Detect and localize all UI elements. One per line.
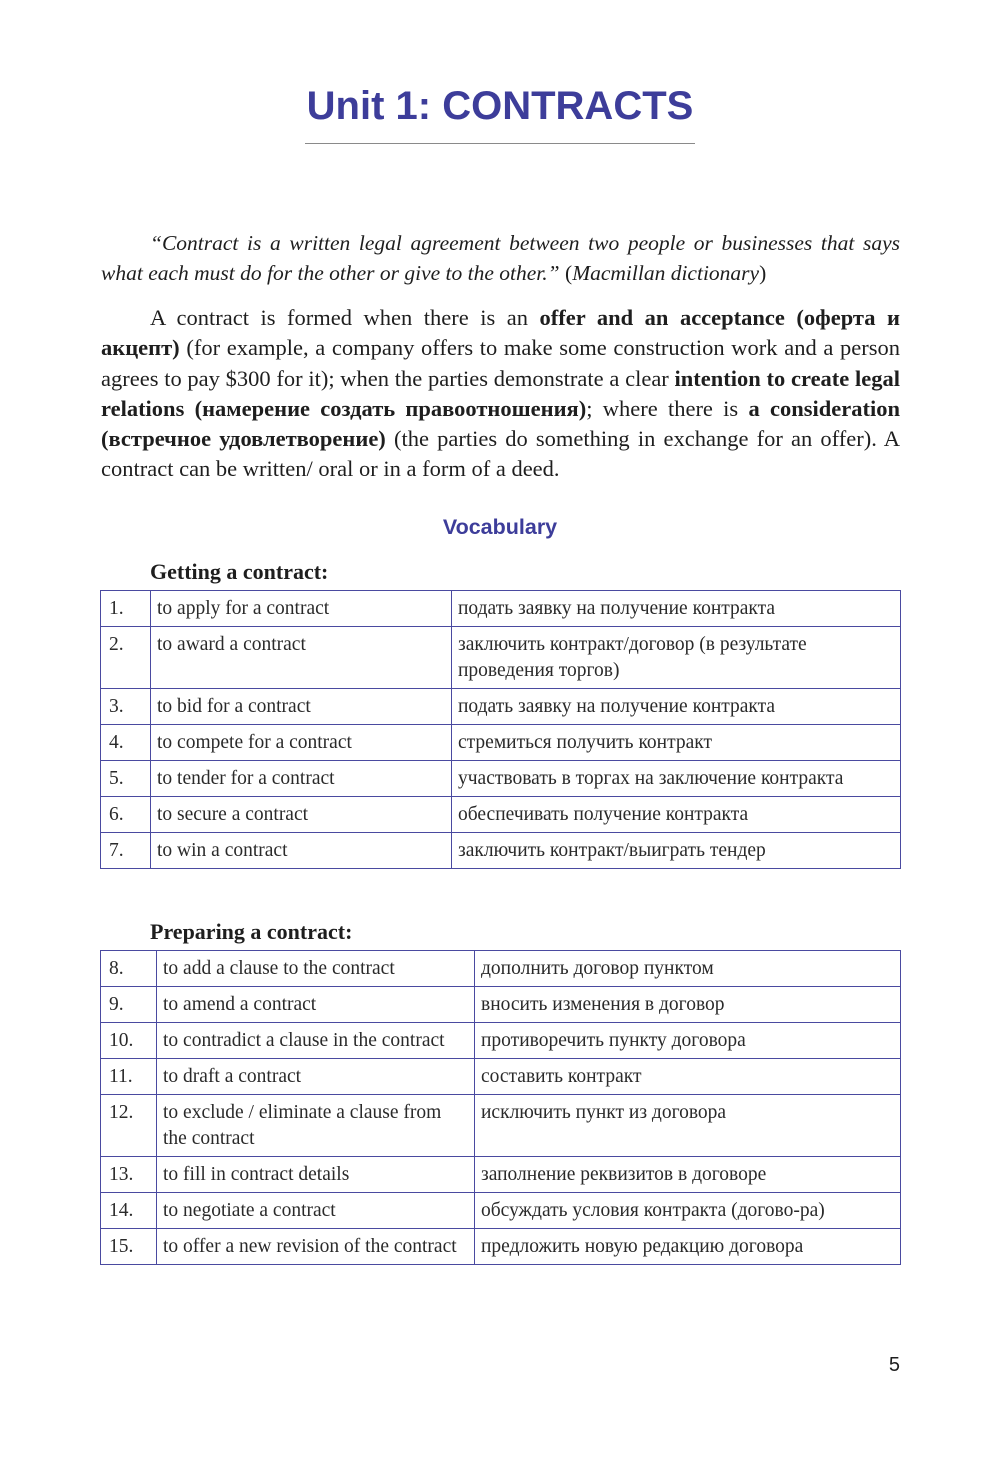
table-row xyxy=(101,987,901,1023)
page-number: 5 xyxy=(888,1354,900,1376)
table-row xyxy=(101,833,901,869)
vocabulary-heading: Vocabulary xyxy=(442,515,558,539)
page-title: Unit 1: CONTRACTS xyxy=(306,84,694,128)
section-heading-getting: Getting a contract: xyxy=(150,559,329,584)
cell-num: 7. xyxy=(101,833,151,869)
cell-term-ru: заключить контракт/выиграть тендер xyxy=(452,833,901,869)
cell-term-en: to add a clause to the contract xyxy=(157,951,475,987)
cell-num: 11. xyxy=(101,1059,157,1095)
cell-term-en: to award a contract xyxy=(151,627,452,689)
table-row xyxy=(101,1157,901,1193)
vocab-table-body xyxy=(101,591,901,869)
cell-term-ru: вносить изменения в договор xyxy=(475,987,901,1023)
cell-term-en: to secure a contract xyxy=(151,797,452,833)
cell-term-ru: противоречить пункту договора xyxy=(475,1023,901,1059)
cell-num: 1. xyxy=(101,591,151,627)
cell-num: 4. xyxy=(101,725,151,761)
table-row xyxy=(101,1193,901,1229)
cell-term-en: to tender for a contract xyxy=(151,761,452,797)
cell-term-ru: стремиться получить контракт xyxy=(452,725,901,761)
cell-num: 14. xyxy=(101,1193,157,1229)
cell-term-ru: обеспечивать получение контракта xyxy=(452,797,901,833)
cell-term-ru: дополнить договор пунктом xyxy=(475,951,901,987)
cell-term-ru: участвовать в торгах на заключение контракта xyxy=(452,761,901,797)
table-row xyxy=(101,1023,901,1059)
cell-term-ru: составить контракт xyxy=(475,1059,901,1095)
intro-text-4: (the parties do something in exchange for an offer). A contract can be written/ oral or in a form of a deed. xyxy=(101,426,900,482)
cell-term-en: to contradict a clause in the contract xyxy=(157,1023,475,1059)
cell-term-ru: обсуждать условия контракта (догово-ра) xyxy=(475,1193,901,1229)
intro-text-1: A contract is formed when there is an xyxy=(150,305,540,330)
cell-term-en: to bid for a contract xyxy=(151,689,452,725)
vocab-table-preparing xyxy=(100,950,901,1265)
cell-term-en: to compete for a contract xyxy=(151,725,452,761)
cell-term-en: to offer a new revision of the contract xyxy=(157,1229,475,1265)
quote-source: (Macmillan dictionary) xyxy=(565,261,767,285)
cell-term-en: to win a contract xyxy=(151,833,452,869)
term-intention: intention to create legal relations (намерение создать правоотношения) xyxy=(101,365,900,421)
cell-term-ru: подать заявку на получение контракта xyxy=(452,689,901,725)
term-consideration: a consideration (встречное удовлетворение) xyxy=(101,395,900,452)
cell-term-en: to apply for a contract xyxy=(151,591,452,627)
vocab-table-body xyxy=(101,951,901,1265)
table-row xyxy=(101,725,901,761)
table-row xyxy=(101,689,901,725)
intro-text-3: ; where there is xyxy=(586,395,749,421)
cell-num: 8. xyxy=(101,951,157,987)
table-row xyxy=(101,761,901,797)
table-row xyxy=(101,797,901,833)
definition-quote xyxy=(101,228,900,288)
table-row xyxy=(101,951,901,987)
table-row xyxy=(101,627,901,689)
cell-term-ru: предложить новую редакцию договора xyxy=(475,1229,901,1265)
cell-num: 10. xyxy=(101,1023,157,1059)
cell-term-en: to exclude / eliminate a clause from the contract xyxy=(157,1095,475,1157)
cell-term-en: to amend a contract xyxy=(157,987,475,1023)
cell-term-ru: подать заявку на получение контракта xyxy=(452,591,901,627)
intro-paragraph xyxy=(101,303,900,485)
vocab-table-getting xyxy=(100,590,901,869)
cell-num: 3. xyxy=(101,689,151,725)
title-divider xyxy=(305,143,695,144)
cell-term-ru: исключить пункт из договора xyxy=(475,1095,901,1157)
cell-term-ru: заполнение реквизитов в договоре xyxy=(475,1157,901,1193)
cell-term-en: to draft a contract xyxy=(157,1059,475,1095)
cell-num: 13. xyxy=(101,1157,157,1193)
table-row xyxy=(101,591,901,627)
term-offer-acceptance: offer and an acceptance (оферта и акцепт) xyxy=(101,305,900,361)
table-row xyxy=(101,1095,901,1157)
cell-term-en: to negotiate a contract xyxy=(157,1193,475,1229)
cell-term-en: to fill in contract details xyxy=(157,1157,475,1193)
quote-text: “Contract is a written legal agreement between two people or businesses that says what each must do for the other or give to the other.” xyxy=(101,231,900,285)
cell-num: 9. xyxy=(101,987,157,1023)
cell-num: 5. xyxy=(101,761,151,797)
section-heading-preparing: Preparing a contract: xyxy=(150,919,353,944)
cell-num: 6. xyxy=(101,797,151,833)
cell-term-ru: заключить контракт/договор (в результате проведения торгов) xyxy=(452,627,901,689)
cell-num: 2. xyxy=(101,627,151,689)
table-row xyxy=(101,1059,901,1095)
quote-source-title: Macmillan dictionary xyxy=(572,261,760,285)
table-row xyxy=(101,1229,901,1265)
cell-num: 15. xyxy=(101,1229,157,1265)
cell-num: 12. xyxy=(101,1095,157,1157)
intro-text-2: (for example, a company offers to make some construction work and a person agrees to pay $300 for it); when the parties demonstrate a clear xyxy=(101,335,900,391)
